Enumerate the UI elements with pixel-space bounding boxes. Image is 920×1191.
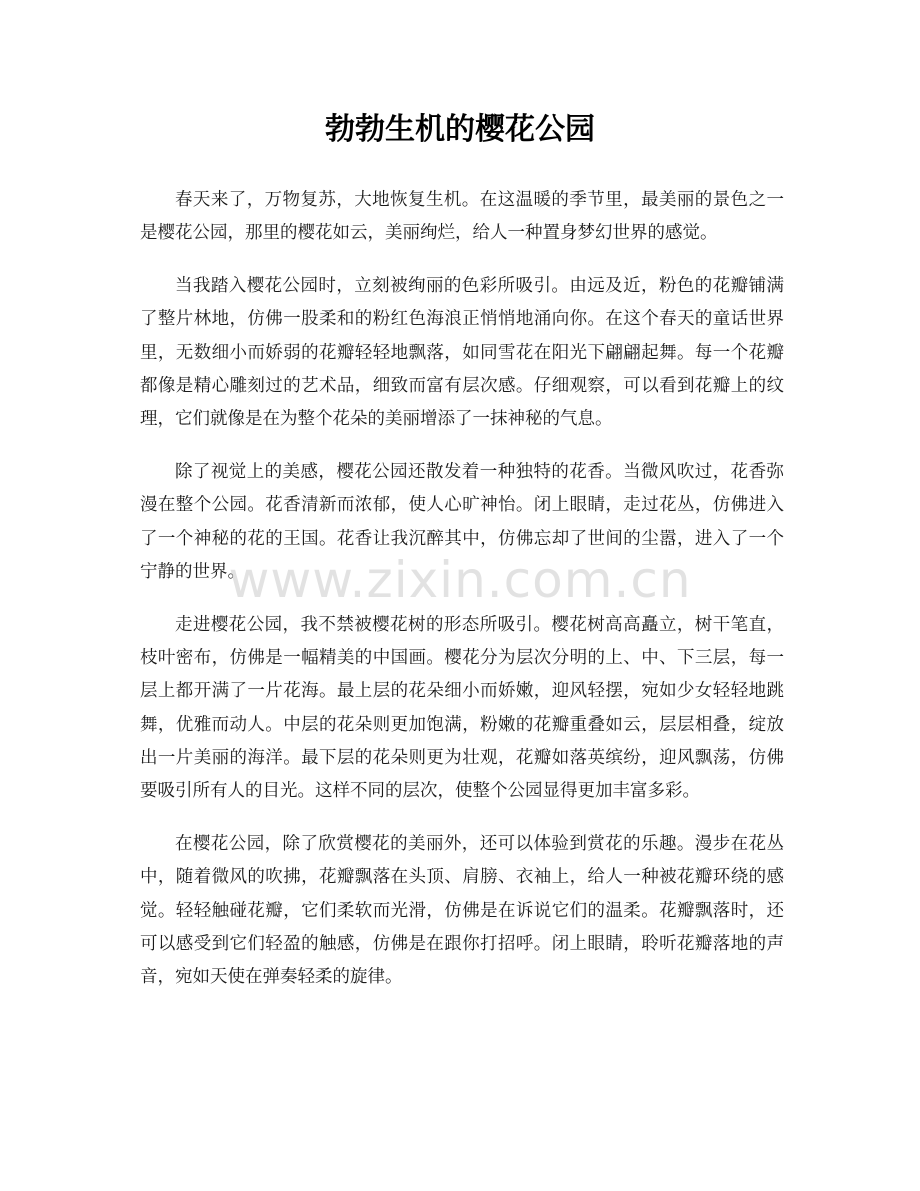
- paragraph-5: 在樱花公园，除了欣赏樱花的美丽外，还可以体验到赏花的乐趣。漫步在花丛中，随着微风的吹拂，花瓣飘落在头顶、肩膀、衣袖上，给人一种被花瓣环绕的感觉。轻轻触碰花瓣，它们柔软而光滑，仿佛是在诉说它们的温柔。花瓣飘落时，还可以感受到它们轻盈的触感，仿佛是在跟你打招呼。闭上眼睛，聆听花瓣落地的声音，宛如天使在弹奏轻柔的旋律。: [140, 834, 784, 988]
- document-body: [140, 184, 784, 1014]
- document-title: 勃勃生机的樱花公园: [325, 112, 595, 147]
- paragraph-4: 走进樱花公园，我不禁被樱花树的形态所吸引。樱花树高高矗立，树干笔直，枝叶密布，仿佛是一幅精美的中国画。樱花分为层次分明的上、中、下三层，每一层上都开满了一片花海。最上层的花朵细小而娇嫩，迎风轻摆，宛如少女轻轻地跳舞，优雅而动人。中层的花朵则更加饱满，粉嫩的花瓣重叠如云，层层相叠，绽放出一片美丽的海洋。最下层的花朵则更为壮观，花瓣如落英缤纷，迎风飘荡，仿佛要吸引所有人的目光。这样不同的层次，使整个公园显得更加丰富多彩。: [140, 614, 784, 802]
- paragraph-1: 春天来了，万物复苏，大地恢复生机。在这温暖的季节里，最美丽的景色之一是樱花公园，那里的樱花如云，美丽绚烂，给人一种置身梦幻世界的感觉。: [140, 190, 784, 244]
- paragraph-2: 当我踏入樱花公园时，立刻被绚丽的色彩所吸引。由远及近，粉色的花瓣铺满了整片林地，仿佛一股柔和的粉红色海浪正悄悄地涌向你。在这个春天的童话世界里，无数细小而娇弱的花瓣轻轻地飘落，如同雪花在阳光下翩翩起舞。每一个花瓣都像是精心雕刻过的艺术品，细致而富有层次感。仔细观察，可以看到花瓣上的纹理，它们就像是在为整个花朵的美丽增添了一抹神秘的气息。: [140, 276, 784, 430]
- watermark: www.zixin.com.cn: [228, 551, 692, 609]
- paragraph-3: 除了视觉上的美感，樱花公园还散发着一种独特的花香。当微风吹过，花香弥漫在整个公园。花香清新而浓郁，使人心旷神怡。闭上眼睛，走过花丛，仿佛进入了一个神秘的花的王国。花香让我沉醉其中，仿佛忘却了世间的尘嚣，进入了一个宁静的世界。: [140, 462, 784, 582]
